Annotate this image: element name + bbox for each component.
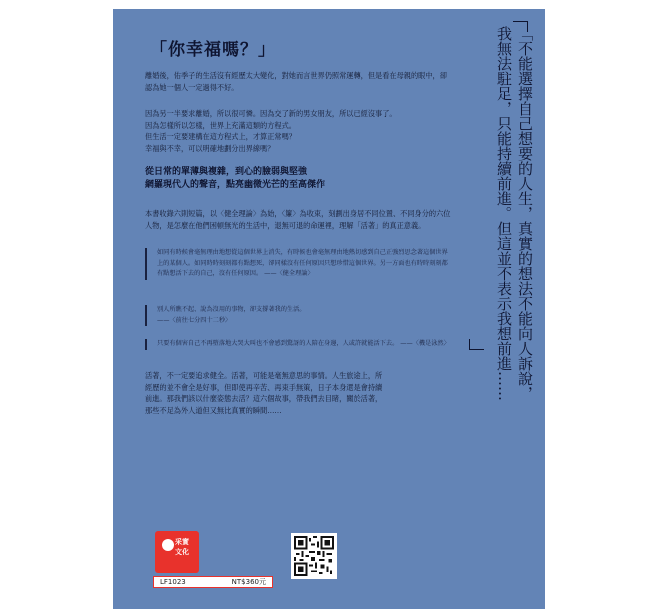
logo-text: 文化 bbox=[175, 548, 189, 556]
vertical-quote-column: 我無法駐足，只能持續前進。但這並不表示我想前進…… bbox=[495, 26, 513, 401]
quote-source: ——〈前往七分四十二秒〉 bbox=[157, 316, 232, 324]
quote-source: ——〈健全理論〉 bbox=[264, 270, 314, 277]
tagline bbox=[145, 166, 445, 191]
closing-line: 活著，不一定要追求健全。活著，可能是毫無意思的事情。人生旅途上，所 bbox=[145, 371, 383, 380]
intro-line: 幸福與不幸，可以明確地劃分出界線嗎？ bbox=[145, 143, 275, 153]
tagline-line: 網羅現代人的聲音，點亮幽微光芒的至高傑作 bbox=[145, 179, 326, 190]
closing-line: 經歷的並不會全是好事，但即使再辛苦、再束手無策，日子本身還是會持續 bbox=[145, 382, 383, 392]
logo-text: 采實 bbox=[175, 538, 189, 546]
closing-line: 那些不足為外人道但又無比真實的瞬間…… bbox=[145, 405, 282, 415]
closing-line: 前進。那我們該以什麼姿態去活？這六個故事，帶我們去目睹，關於活著， bbox=[145, 394, 383, 403]
publisher-logo-icon bbox=[155, 531, 199, 573]
quote-text: 如同有時候會毫無理由地想從這個世界上消失，有時候也會毫無理由地熱切感到自己正強烈思念著這個世界上的某個人。如同時時刻刻都有點想死，卻同樣沒有任何原因只想珍惜這個世界。另一方面也有時時刻刻都有點想活下去的自己，沒有任何原因。 bbox=[157, 249, 448, 277]
quote-source: ——〈機是泳然〉 bbox=[400, 340, 450, 347]
back-cover bbox=[113, 9, 545, 609]
intro-questions bbox=[145, 108, 453, 154]
excerpt-quote bbox=[145, 339, 453, 350]
price-label: NT$360元 bbox=[231, 578, 266, 586]
intro-line: 因為怎樣所以怎樣，世界上充滿這類的方程式。 bbox=[145, 120, 296, 130]
quote-text: 別人所瞧不起、說為沒用的事物，卻支撐著我的生活。 bbox=[157, 306, 306, 313]
excerpt-quote bbox=[145, 248, 453, 280]
logo-mark bbox=[162, 539, 174, 551]
tagline-line: 從日常的單薄與複雜，到心的臉弱與堅強 bbox=[145, 167, 308, 177]
price-strip bbox=[153, 576, 273, 588]
intro-line: 但生活一定要建構在這方程式上，才算正常嗎？ bbox=[145, 132, 296, 141]
quote-text: 只要有個害自己不再墮落地大哭大叫也不會感到驚訝的人陪在身邊，人或許就能活下去。 bbox=[157, 340, 399, 347]
excerpt-quote bbox=[145, 305, 453, 326]
intro-line: 因為另一半要求離婚，所以很可憐。因為交了新的男女朋友，所以已經沒事了。 bbox=[145, 109, 397, 118]
quote-bracket-close bbox=[469, 339, 484, 350]
vertical-quote-column: 「不能選擇自己想要的人生，真實的想法不能向人訴說， bbox=[516, 26, 534, 401]
synopsis-paragraph: 本書收錄六則短篇，以〈健全理論〉為始，〈簾〉為收束，刻劃出身居不同位置、不同身分的六位人物，是怎麼在他們困頓無光的生活中，退無可退的命運裡，理解「活著」的真正意義。 bbox=[145, 209, 451, 230]
book-title: 「你幸福嗎？」 bbox=[150, 40, 276, 60]
closing-paragraph bbox=[145, 370, 453, 416]
qr-code-icon bbox=[291, 533, 337, 579]
intro-paragraph: 離婚後，佑季子的生活沒有經歷太大變化，對她而言世界仍照常運轉，但是看在母親的眼中，卻認為她一個人一定過得不好。 bbox=[145, 71, 447, 92]
book-code: LF1023 bbox=[160, 578, 186, 586]
